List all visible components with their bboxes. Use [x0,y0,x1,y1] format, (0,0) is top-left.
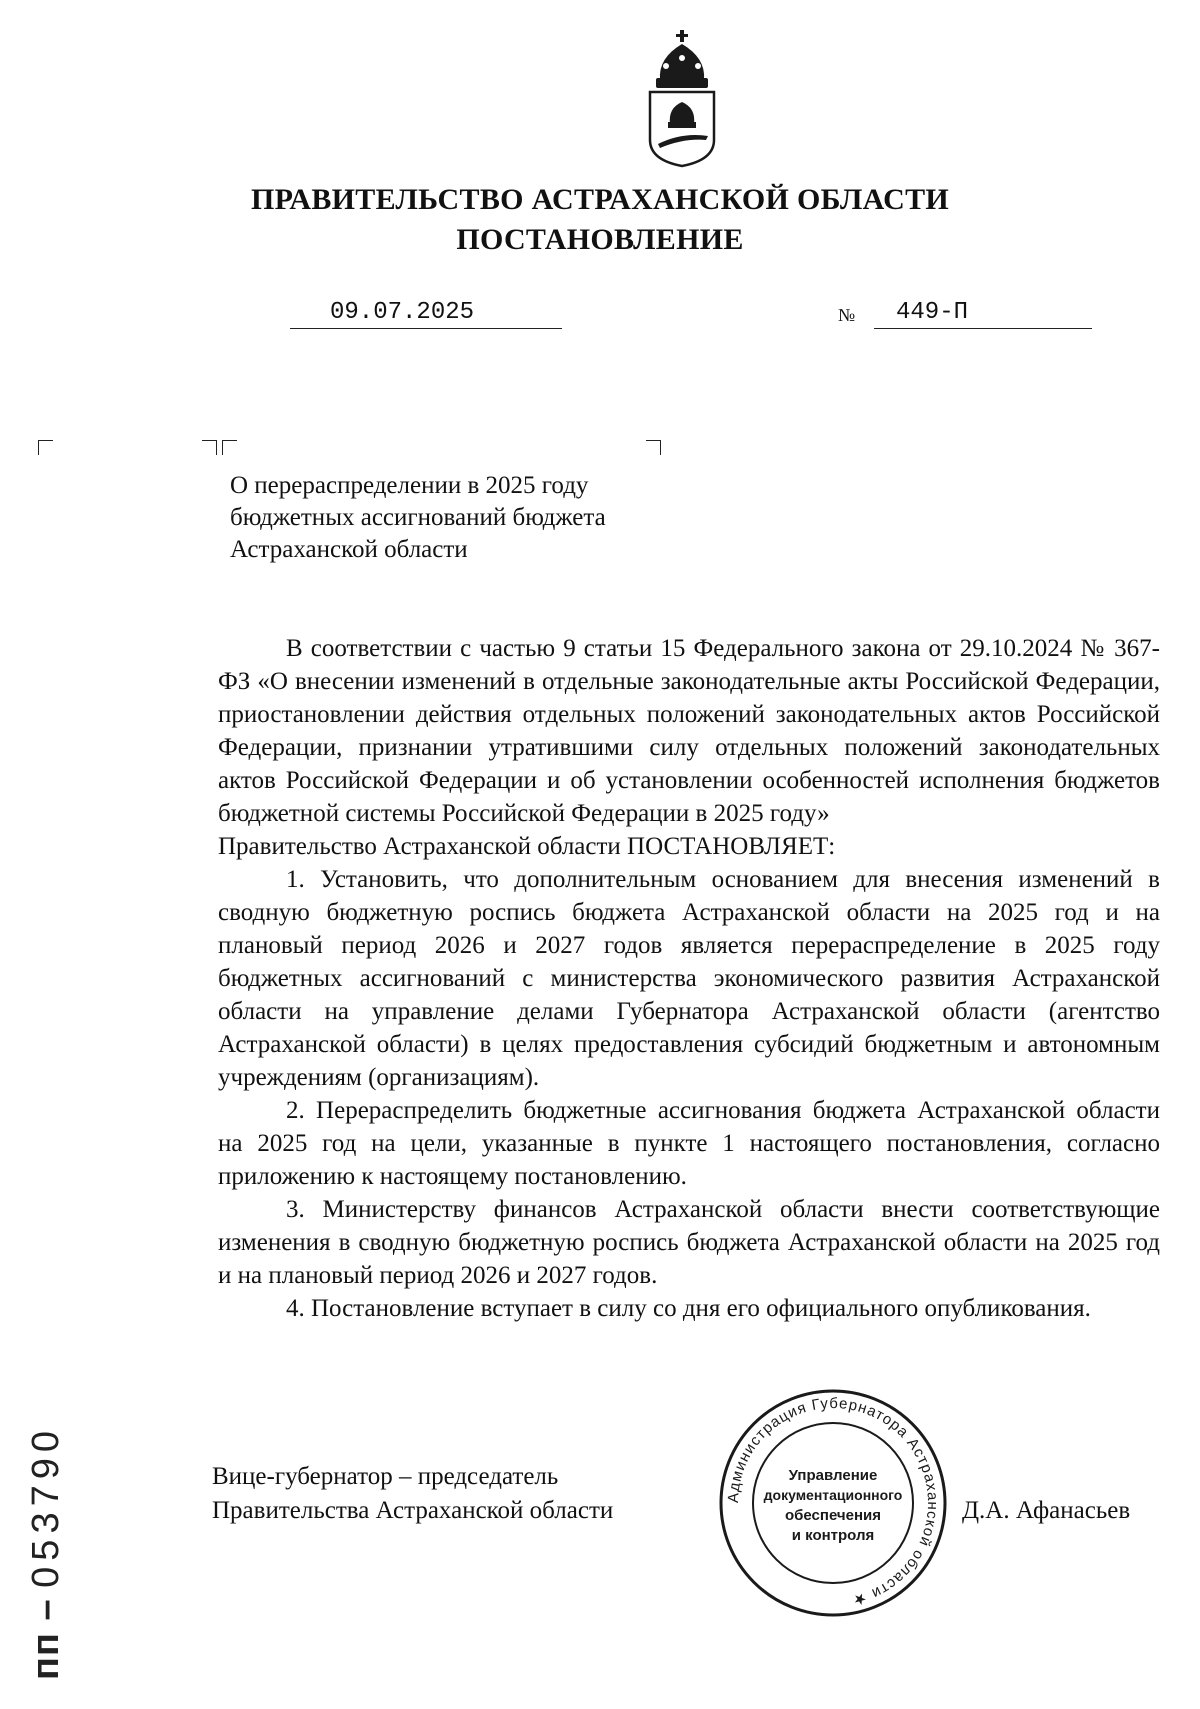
item-paragraph: 2. Перераспределить бюджетные ассигнования бюджета Астраханской области на 2025 год на цели, указанные в пункте 1 настоящего постановления, согласно приложению к настоящему постановлению. [218,1097,1160,1190]
item-paragraph: 3. Министерству финансов Астраханской области внести соответствующие изменения в сводную бюджетную роспись бюджета Астраханской области на 2025 год и на плановый период 2026 и 2027 годов. [218,1196,1160,1289]
document-type: ПОСТАНОВЛЕНИЕ [456,223,744,256]
side-code-number: 053790 [25,1425,67,1588]
side-registration-code [18,1390,74,1680]
coat-of-arms-emblem [644,28,720,168]
stamp-inner-line: и контроля [791,1527,875,1544]
document-header [0,180,1200,260]
document-date: 09.07.2025 [330,299,475,326]
stamp-inner-line: Управление [788,1467,878,1484]
stamp-inner-line: документационного [763,1487,903,1503]
number-label: № [838,305,856,325]
stamp-outer-text: Администрация Губернатора Астраханской области ★ [724,1394,942,1610]
corner-bracket [222,440,237,455]
subject-line: бюджетных ассигнований бюджета [230,504,606,531]
number-field [874,298,1092,329]
document-number: 449-П [896,299,969,326]
date-field [290,298,562,329]
official-stamp [718,1388,948,1618]
corner-bracket [38,440,53,455]
resolution-clause: Правительство Астраханской области ПОСТАНОВЛЯЕТ: [218,833,836,860]
item-paragraph: 1. Установить, что дополнительным основанием для внесения изменений в сводную бюджетную роспись бюджета Астраханской области на 2025 год и на плановый период 2026 и 2027 годов является перераспределение в 2025 году бюджетных ассигнований с министерства экономического развития Астраханской области на управление делами Губернатора Астраханской области (агентство Астраханской области) в целях предоставления субсидий бюджетным и автономным учреждениям (организациям). [218,866,1160,1091]
subject-line: О перераспределении в 2025 году [230,472,589,499]
document-body [218,632,1160,1325]
signatory-title [212,1460,613,1528]
stamp-inner-line: обеспечения [784,1507,882,1524]
corner-bracket [646,440,661,455]
organization-name: ПРАВИТЕЛЬСТВО АСТРАХАНСКОЙ ОБЛАСТИ [250,183,950,216]
signatory-title-line: Правительства Астраханской области [212,1497,614,1524]
signatory-name: Д.А. Афанасьев [962,1497,1131,1524]
document-subject [230,470,660,566]
item-paragraph: 4. Постановление вступает в силу со дня его официального опубликования. [286,1295,1091,1322]
signatory-title-line: Вице-губернатор – председатель [212,1463,559,1490]
preamble-paragraph: В соответствии с частью 9 статьи 15 Федерального закона от 29.10.2024 № 367-ФЗ «О внесении изменений в отдельные законодательные акты Российской Федерации, приостановлении действия отдельных положений законодательных актов Российской Федерации, признании утратившими силу отдельных положений законодательных актов Российской Федерации и об установлении особенностей исполнения бюджетов бюджетной системы Российской Федерации в 2025 году» [218,635,1160,827]
side-code-prefix: пп – [25,1598,67,1680]
subject-line: Астраханской области [230,536,468,563]
corner-bracket [202,440,217,455]
